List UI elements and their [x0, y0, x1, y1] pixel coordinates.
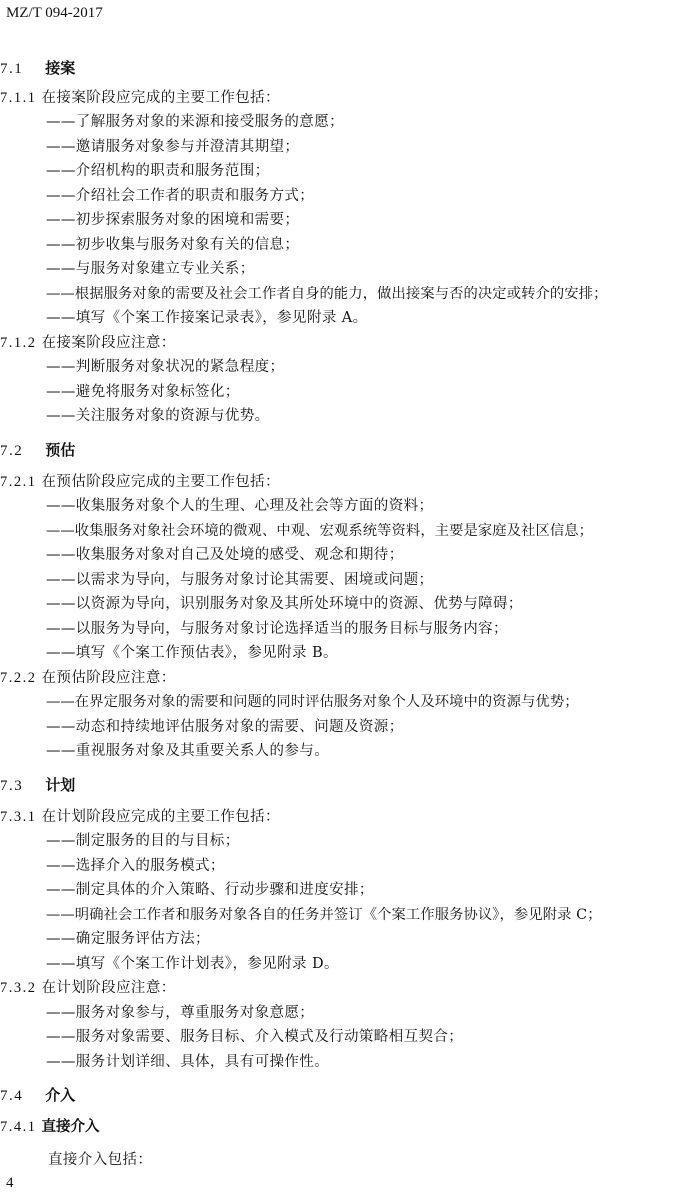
- clause-number: 7.2.1: [0, 474, 37, 490]
- clause-number: 7.1.1: [0, 90, 37, 106]
- clause-number: 7.2.2: [0, 670, 37, 686]
- list-item: ——介绍机构的职责和服务范围；: [46, 163, 270, 179]
- clause-number: 7.3.2: [0, 980, 37, 996]
- list-item: ——服务计划详细、具体，具有可操作性。: [46, 1054, 330, 1070]
- list-item: ——动态和持续地评估服务对象的需要、问题及资源；: [46, 719, 404, 735]
- list-item: ——根据服务对象的需要及社会工作者自身的能力，做出接案与否的决定或转介的安排；: [46, 286, 608, 302]
- clause-title: 直接介入: [41, 1119, 100, 1135]
- clause-7-2-1: [0, 472, 280, 492]
- list-item: ——收集服务对象对自己及处境的感受、观念和期待；: [46, 547, 404, 563]
- list-item: ——服务对象参与，尊重服务对象意愿；: [46, 1005, 315, 1021]
- list-item: ——确定服务评估方法；: [46, 931, 210, 947]
- list-item: ——重视服务对象及其重要关系人的参与。: [46, 743, 330, 759]
- list-item: ——明确社会工作者和服务对象各自的任务并签订《个案工作服务协议》，参见附录 C；: [46, 907, 602, 923]
- list-item: ——收集服务对象个人的生理、心理及社会等方面的资料；: [46, 498, 434, 514]
- list-item: ——了解服务对象的来源和接受服务的意愿；: [46, 114, 344, 130]
- clause-text: 在接案阶段应注意：: [41, 335, 176, 351]
- list-item: ——选择介入的服务模式；: [46, 858, 225, 874]
- paragraph: 直接介入包括：: [48, 1152, 153, 1168]
- clause-text: 在计划阶段应注意：: [41, 980, 176, 996]
- clause-7-2-2: [0, 668, 176, 688]
- list-item: ——介绍社会工作者的职责和服务方式；: [46, 188, 315, 204]
- clause-text: 在预估阶段应注意：: [41, 670, 176, 686]
- list-item: ——邀请服务对象参与并澄清其期望；: [46, 139, 300, 155]
- section-7-3-heading: [0, 775, 75, 796]
- list-item: ——初步探索服务对象的困境和需要；: [46, 212, 300, 228]
- page-number: 4: [6, 1175, 14, 1191]
- section-number: 7.2: [0, 443, 24, 459]
- list-item: ——收集服务对象社会环境的微观、中观、宏观系统等资料，主要是家庭及社区信息；: [46, 523, 594, 539]
- section-title: 计划: [45, 776, 76, 794]
- section-number: 7.1: [0, 61, 24, 77]
- clause-7-1-2: [0, 333, 176, 353]
- clause-7-3-2: [0, 978, 176, 998]
- list-item: ——与服务对象建立专业关系；: [46, 261, 255, 277]
- clause-7-4-1: [0, 1117, 100, 1137]
- section-7-2-heading: [0, 440, 75, 461]
- clause-number: 7.1.2: [0, 335, 37, 351]
- section-number: 7.3: [0, 778, 24, 794]
- list-item: ——在界定服务对象的需要和问题的同时评估服务对象个人及环境中的资源与优势；: [46, 694, 579, 710]
- list-item: ——以服务为导向，与服务对象讨论选择适当的服务目标与服务内容；: [46, 621, 508, 637]
- list-item: ——制定具体的介入策略、行动步骤和进度安排；: [46, 882, 374, 898]
- list-item: ——制定服务的目的与目标；: [46, 833, 240, 849]
- list-item: ——以需求为导向，与服务对象讨论其需要、困境或问题；: [46, 572, 434, 588]
- section-title: 介入: [45, 1086, 76, 1104]
- clause-number: 7.3.1: [0, 809, 37, 825]
- section-7-4-heading: [0, 1085, 75, 1106]
- list-item: ——填写《个案工作计划表》，参见附录 D。: [46, 956, 339, 972]
- list-item: ——服务对象需要、服务目标、介入模式及行动策略相互契合；: [46, 1029, 464, 1045]
- section-7-1-heading: [0, 58, 75, 79]
- clause-7-3-1: [0, 807, 280, 827]
- clause-7-1-1: [0, 88, 280, 108]
- list-item: ——关注服务对象的资源与优势。: [46, 408, 270, 424]
- clause-text: 在计划阶段应完成的主要工作包括：: [41, 809, 280, 825]
- standard-code: MZ/T 094-2017: [6, 5, 103, 21]
- list-item: ——以资源为导向，识别服务对象及其所处环境中的资源、优势与障碍；: [46, 596, 523, 612]
- list-item: ——填写《个案工作接案记录表》，参见附录 A。: [46, 310, 368, 326]
- section-title: 接案: [45, 59, 76, 77]
- section-title: 预估: [45, 441, 76, 459]
- list-item: ——填写《个案工作预估表》，参见附录 B。: [46, 645, 338, 661]
- clause-number: 7.4.1: [0, 1119, 37, 1135]
- list-item: ——判断服务对象状况的紧急程度；: [46, 359, 285, 375]
- list-item: ——初步收集与服务对象有关的信息；: [46, 237, 300, 253]
- clause-text: 在接案阶段应完成的主要工作包括：: [41, 90, 280, 106]
- section-number: 7.4: [0, 1088, 24, 1104]
- list-item: ——避免将服务对象标签化；: [46, 384, 240, 400]
- clause-text: 在预估阶段应完成的主要工作包括：: [41, 474, 280, 490]
